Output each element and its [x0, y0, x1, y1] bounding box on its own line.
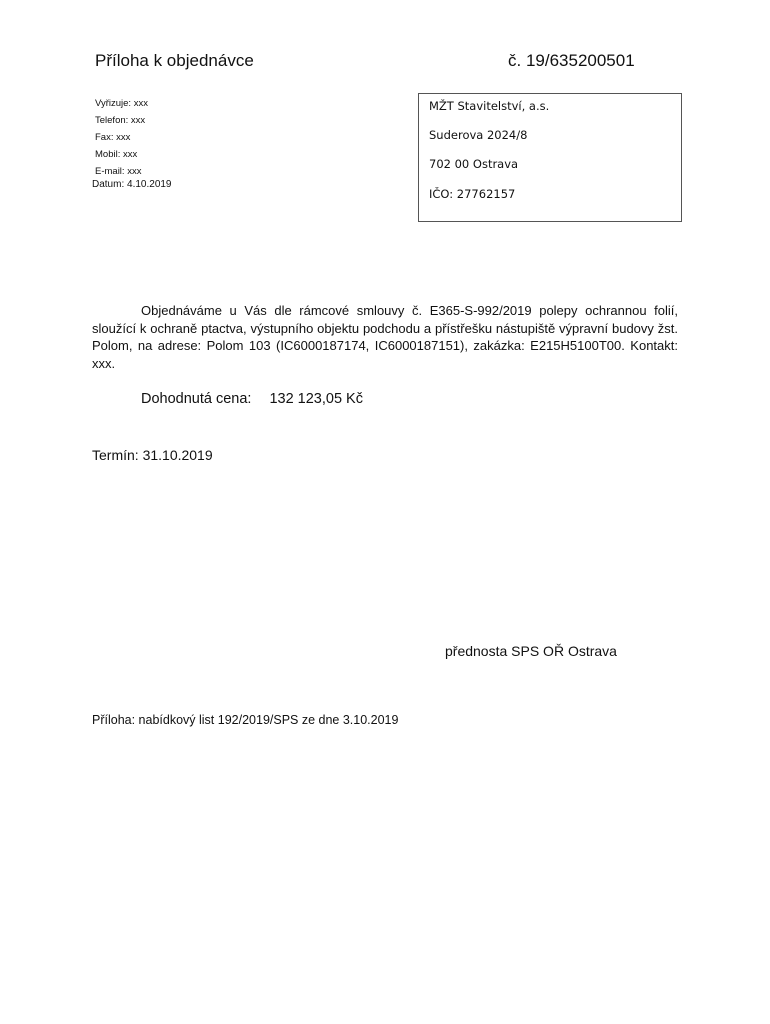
document-title: Příloha k objednávce [95, 51, 254, 70]
price-label: Dohodnutá cena: [141, 391, 252, 407]
order-description: Objednáváme u Vás dle rámcové smlouvy č. E365-S-992/2019 polepy ochrannou folií, sloužící k ochraně ptactva, výstupního objektu podchodu a přístřešku nástupiště výpravní budovy žst. Polom, na adrese: Polom 103 (IC6000187174, IC6000187151), zakázka: E215H5100T00. Kontakt: xxx. [92, 303, 678, 371]
recipient-street: Suderova 2024/8 [429, 128, 528, 142]
contact-email: E-mail: xxx [95, 166, 142, 177]
contact-mobile: Mobil: xxx [95, 149, 138, 160]
recipient-ico: IČO: 27762157 [429, 187, 516, 201]
price-value: 132 123,05 Kč [269, 391, 363, 407]
recipient-city: 702 00 Ostrava [429, 157, 519, 171]
recipient-company: MŽT Stavitelství, a.s. [429, 99, 550, 113]
deadline: Termín: 31.10.2019 [92, 447, 213, 463]
contact-phone: Telefon: xxx [95, 115, 146, 126]
signature-line: přednosta SPS OŘ Ostrava [445, 643, 617, 659]
recipient-address-box [418, 93, 682, 222]
agreed-price [141, 391, 363, 407]
contact-fax: Fax: xxx [95, 132, 131, 143]
attachment-note: Příloha: nabídkový list 192/2019/SPS ze dne 3.10.2019 [92, 713, 399, 727]
contact-handler: Vyřizuje: xxx [95, 98, 148, 109]
order-number: č. 19/635200501 [508, 51, 635, 70]
document-date: Datum: 4.10.2019 [92, 179, 172, 190]
